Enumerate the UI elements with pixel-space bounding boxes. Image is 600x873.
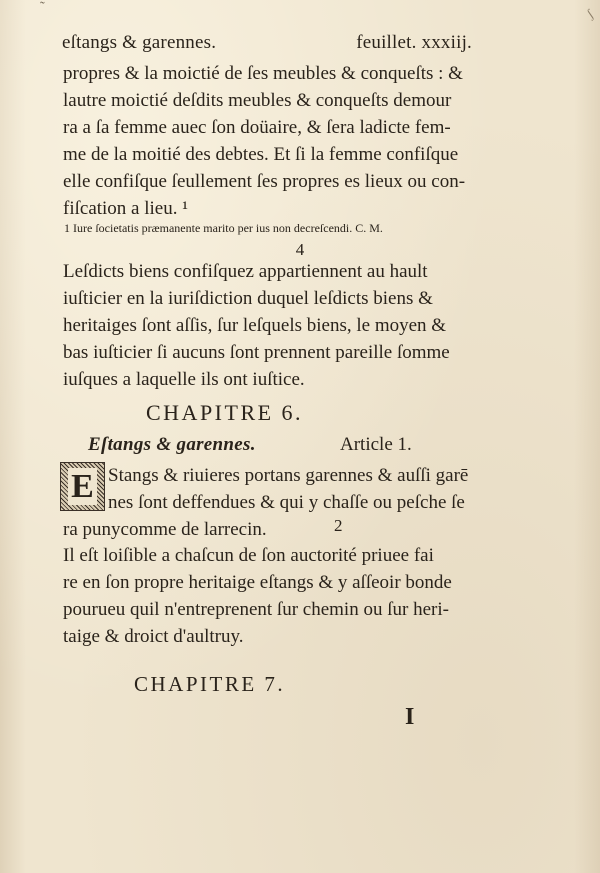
running-head-title: eſtangs & garennes. (62, 32, 217, 53)
text-line: fiſcation a lieu. ¹ (63, 198, 188, 219)
text-line: nes ſont deffendues & qui y chaſſe ou peſche ſe (108, 492, 465, 513)
signature-mark: I (405, 704, 415, 730)
text-line: Stangs & riuieres portans garennes & auſſi garē (108, 465, 469, 486)
text-line: me de la moitié des debtes. Et ſi la femme confiſque (63, 144, 459, 165)
text-line: taige & droict d'aultruy. (63, 626, 244, 647)
text-line: propres & la moictié de ſes meubles & conqueſts : & (63, 63, 463, 84)
text-line: Il eſt loiſible a chaſcun de ſon auctorité priuee fai (63, 545, 434, 566)
rubric-title: Eſtangs & garennes. (88, 434, 256, 455)
decorated-initial (60, 462, 105, 511)
chapter-heading: CHAPITRE 6. (146, 400, 304, 425)
paragraph-3 (108, 462, 498, 516)
corner-mark: ʃ (583, 6, 596, 21)
text-line: bas iuſticier ſi aucuns ſont prennent pareille ſomme (63, 342, 450, 363)
folio-number: feuillet. xxxiij. (356, 32, 472, 53)
initial-letter: E (68, 468, 97, 505)
text-line: iuſques a laquelle ils ont iuſtice. (63, 369, 305, 390)
footnote: 1 Iure ſocietatis præmanente marito per ius non decreſcendi. C. M. (64, 221, 383, 235)
running-head (62, 32, 472, 58)
article-number: 2 (334, 516, 343, 535)
text-line: re en ſon propre heritaige eſtangs & y aſſeoir bonde (63, 572, 452, 593)
text-line: elle confiſque ſeullement ſes propres es lieux ou con- (63, 171, 466, 192)
chapter-7-heading: CHAPITRE 7. (134, 672, 286, 696)
paragraph-2 (63, 258, 493, 393)
top-margin-mark: ˜ (40, 0, 45, 15)
rubric-row (88, 434, 448, 456)
paragraph-1 (63, 60, 493, 222)
text-line: ra punycomme de larrecin. (63, 519, 267, 540)
section-number: 4 (295, 240, 305, 259)
text-line: heritaiges ſont aſſis, ſur leſquels biens, le moyen & (63, 315, 447, 336)
text-line: Leſdicts biens confiſquez appartiennent au hault (63, 261, 428, 282)
text-line: iuſticier en la iuriſdiction duquel leſdicts biens & (63, 288, 433, 309)
text-line: pourueu quil n'entreprenent ſur chemin ou ſur heri- (63, 599, 449, 620)
article-label: Article 1. (340, 434, 412, 455)
paragraph-4 (63, 516, 493, 543)
text-line: lautre moictié deſdits meubles & conqueſts demour (63, 90, 452, 111)
text-line: ra a ſa femme auec ſon doüaire, & ſera ladicte fem- (63, 117, 451, 138)
paragraph-5 (63, 542, 493, 650)
